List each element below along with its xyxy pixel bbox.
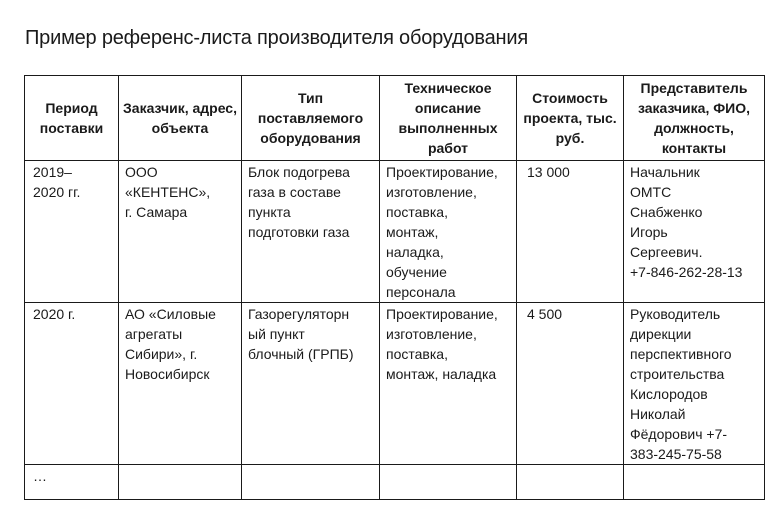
table-row bbox=[25, 161, 765, 303]
table-row bbox=[25, 465, 765, 500]
cell-period: 2019– 2020 гг. bbox=[25, 161, 119, 303]
header-cost: Стоимость проекта, тыс. руб. bbox=[517, 76, 624, 161]
cell-equipment: Газорегуляторн ый пункт блочный (ГРПБ) bbox=[242, 303, 380, 465]
cell-cost: 13 000 bbox=[517, 161, 624, 303]
cell-equipment bbox=[242, 465, 380, 500]
page-title: Пример референс-листа производителя оборудования bbox=[25, 27, 528, 49]
header-customer: Заказчик, адрес, объекта bbox=[119, 76, 242, 161]
header-equipment: Тип поставляемого оборудования bbox=[242, 76, 380, 161]
header-representative: Представитель заказчика, ФИО, должность, контакты bbox=[624, 76, 765, 161]
cell-cost: 4 500 bbox=[517, 303, 624, 465]
table-header-row bbox=[25, 76, 765, 161]
cell-cost bbox=[517, 465, 624, 500]
header-period: Период поставки bbox=[25, 76, 119, 161]
reference-table bbox=[24, 75, 765, 500]
cell-customer: ООО «КЕНТЕНС», г. Самара bbox=[119, 161, 242, 303]
cell-customer: АО «Силовые агрегаты Сибири», г. Новосибирск bbox=[119, 303, 242, 465]
cell-works: Проектирование, изготовление, поставка, монтаж, наладка bbox=[380, 303, 517, 465]
cell-representative: Руководитель дирекции перспективного строительства Кислородов Николай Фёдорович +7- 383-245-75-58 bbox=[624, 303, 765, 465]
cell-period: … bbox=[25, 465, 119, 500]
cell-equipment: Блок подогрева газа в составе пункта подготовки газа bbox=[242, 161, 380, 303]
cell-works bbox=[380, 465, 517, 500]
header-works: Техническое описание выполненных работ bbox=[380, 76, 517, 161]
table-row bbox=[25, 303, 765, 465]
cell-representative: Начальник ОМТС Снабженко Игорь Сергеевич. +7-846-262-28-13 bbox=[624, 161, 765, 303]
cell-works: Проектирование, изготовление, поставка, монтаж, наладка, обучение персонала bbox=[380, 161, 517, 303]
cell-period: 2020 г. bbox=[25, 303, 119, 465]
cell-customer bbox=[119, 465, 242, 500]
cell-representative bbox=[624, 465, 765, 500]
